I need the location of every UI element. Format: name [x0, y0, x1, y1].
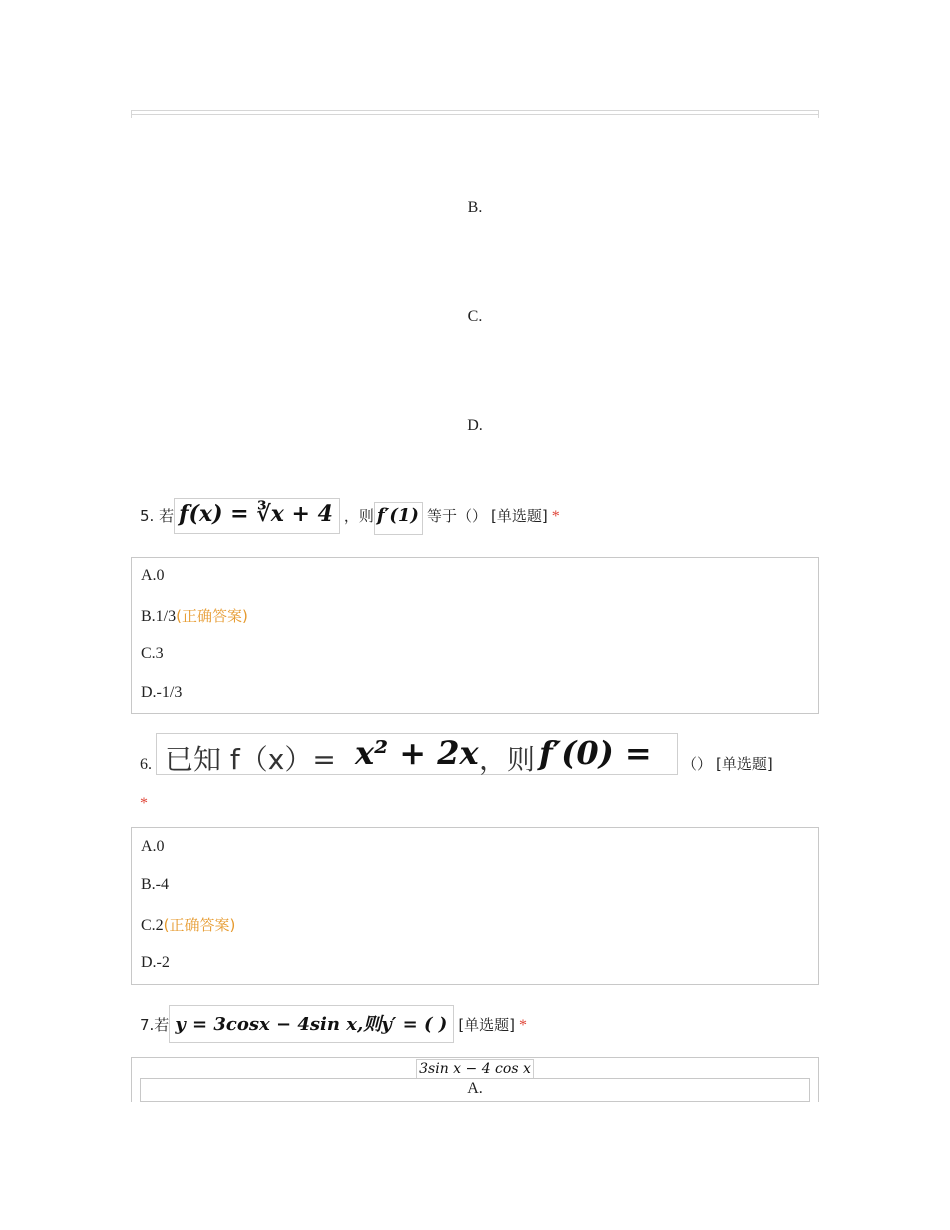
q6-option-d-label: D.-2: [141, 954, 170, 971]
upper-option-b[interactable]: B.: [467, 199, 483, 216]
q6-option-b[interactable]: [141, 876, 169, 894]
q5-required-mark: *: [551, 508, 560, 525]
q6-formula-text: 已知 f（x）=: [165, 743, 336, 776]
q6-options-box: [131, 827, 819, 985]
q6-option-b-label: B.-4: [141, 876, 169, 893]
q5-formula-fprime: f′(1): [374, 502, 423, 535]
q5-option-a[interactable]: [141, 567, 165, 585]
q6-option-a-label: A.0: [141, 838, 165, 855]
q6-type: [单选题]: [716, 755, 773, 773]
upper-option-d[interactable]: D.: [467, 417, 483, 434]
q5-option-d-label: D.-1/3: [141, 684, 183, 701]
top-rule-inner: [131, 114, 819, 115]
q6-formula-text2: ，则: [479, 743, 536, 776]
q6-suffix: （）: [682, 755, 713, 773]
q5-correct-badge: (正确答案): [176, 607, 248, 625]
q5-option-d[interactable]: [141, 684, 182, 702]
q5-suffix: 等于（）: [426, 507, 487, 525]
q7-option-formula-wrap: [132, 1059, 818, 1078]
q6-option-c[interactable]: [141, 914, 235, 935]
q7-formula: y = 3cosx − 4sin x,则y′ = ( ): [169, 1005, 454, 1043]
q5-option-b-label: B.1/3: [141, 608, 177, 625]
question-7-title: [140, 1005, 527, 1043]
q6-option-d[interactable]: [141, 954, 170, 972]
q7-required-mark: *: [519, 1017, 528, 1034]
upper-option-c[interactable]: C.: [467, 308, 483, 325]
q5-number: 5. 若: [140, 507, 175, 525]
q5-option-b[interactable]: [141, 605, 248, 626]
q5-options-box: [131, 557, 819, 714]
q7-option-formula: 3sin x − 4 cos x: [416, 1059, 534, 1078]
q6-formula-math2: f′(0) =: [539, 734, 652, 772]
q7-options-box: [131, 1057, 819, 1102]
q7-option-a[interactable]: [140, 1078, 810, 1102]
q5-type: [单选题]: [490, 507, 548, 525]
q6-number: 6.: [140, 756, 152, 773]
q7-type: [单选题]: [458, 1016, 516, 1034]
q5-option-c-label: C.3: [141, 645, 164, 662]
q5-formula-fx: f(x) = ∛x + 4: [174, 498, 340, 534]
q6-formula-math: x² + 2x: [355, 734, 479, 772]
q7-option-a-label: A.: [467, 1080, 483, 1097]
q6-option-a[interactable]: [141, 838, 165, 856]
question-5-title: [140, 498, 560, 535]
q6-formula-image: [156, 733, 678, 775]
q5-option-c[interactable]: [141, 645, 164, 663]
q6-required-mark: *: [140, 795, 148, 812]
q6-option-c-label: C.2: [141, 917, 164, 934]
question-6-title: [140, 733, 773, 775]
q5-option-a-label: A.0: [141, 567, 165, 584]
q6-correct-badge: (正确答案): [163, 916, 236, 934]
q7-number: 7.若: [140, 1016, 170, 1034]
q5-comma: ，则: [343, 507, 374, 525]
